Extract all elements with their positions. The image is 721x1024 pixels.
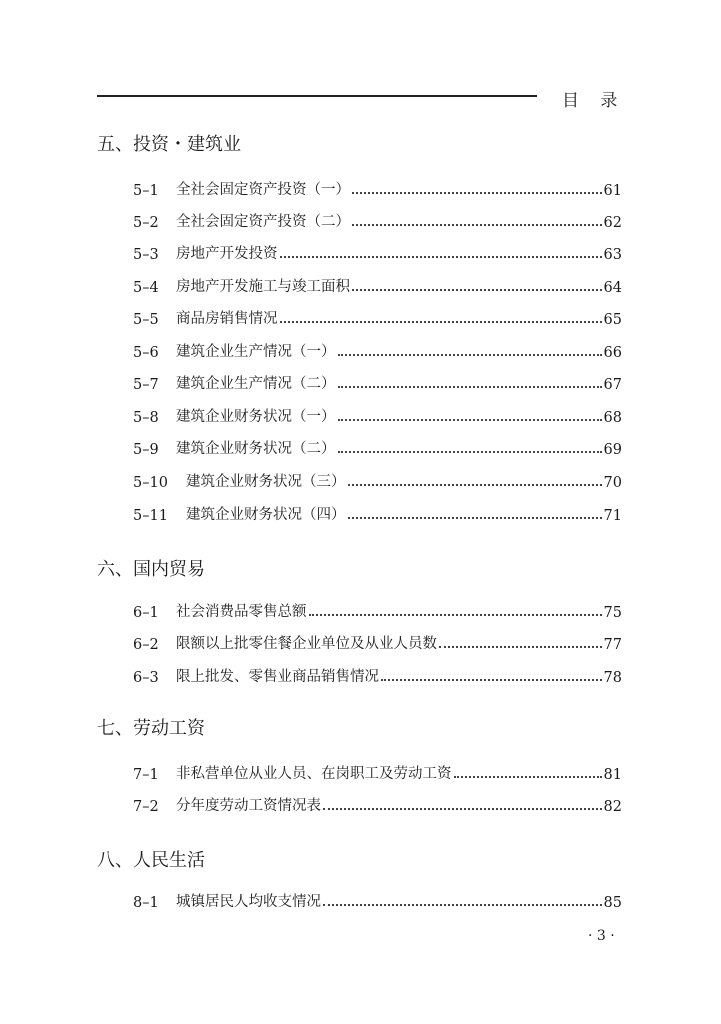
dot-leader bbox=[280, 321, 602, 323]
dot-leader bbox=[323, 904, 602, 906]
dot-leader bbox=[352, 192, 602, 194]
entry-page: 68 bbox=[603, 410, 622, 426]
dot-leader bbox=[381, 679, 602, 681]
entry-page: 81 bbox=[603, 767, 622, 783]
entry-page: 85 bbox=[603, 895, 622, 911]
entry-page: 63 bbox=[603, 247, 622, 263]
entry-number: 5–7 bbox=[133, 377, 159, 393]
section-heading: 八、人民生活 bbox=[97, 850, 205, 871]
entry-page: 82 bbox=[603, 799, 622, 815]
dot-leader bbox=[454, 776, 602, 778]
dot-leader bbox=[439, 646, 602, 648]
toc-entry[interactable] bbox=[133, 306, 622, 328]
toc-entry[interactable] bbox=[133, 371, 622, 393]
toc-entry[interactable] bbox=[133, 502, 622, 524]
entry-page: 75 bbox=[603, 605, 622, 621]
dot-leader bbox=[338, 354, 602, 356]
entry-number: 5–11 bbox=[133, 508, 168, 524]
toc-entry[interactable] bbox=[133, 339, 622, 361]
toc-entry[interactable] bbox=[133, 761, 622, 783]
running-header: 目 录 bbox=[562, 91, 626, 111]
entry-title: 全社会固定资产投资（二） bbox=[176, 214, 350, 230]
toc-entry[interactable] bbox=[133, 889, 622, 911]
entry-title: 建筑企业生产情况（一） bbox=[176, 344, 336, 360]
entry-number: 8–1 bbox=[133, 895, 159, 911]
entry-title: 城镇居民人均收支情况 bbox=[176, 894, 321, 910]
header-rule bbox=[97, 95, 537, 97]
entry-page: 70 bbox=[603, 475, 622, 491]
toc-entry[interactable] bbox=[133, 469, 622, 491]
dot-leader bbox=[338, 419, 602, 421]
entry-number: 5–4 bbox=[133, 280, 159, 296]
toc-entry[interactable] bbox=[133, 599, 622, 621]
entry-number: 5–9 bbox=[133, 442, 159, 458]
entry-page: 62 bbox=[603, 215, 622, 231]
entry-page: 69 bbox=[603, 442, 622, 458]
entry-number: 5–5 bbox=[133, 312, 159, 328]
entry-title: 非私营单位从业人员、在岗职工及劳动工资 bbox=[176, 766, 452, 782]
entry-page: 77 bbox=[603, 637, 622, 653]
page-number: · 3 · bbox=[588, 928, 615, 944]
entry-page: 78 bbox=[603, 670, 622, 686]
entry-title: 分年度劳动工资情况表 bbox=[176, 798, 321, 814]
entry-page: 65 bbox=[603, 312, 622, 328]
dot-leader bbox=[280, 256, 602, 258]
entry-number: 5–3 bbox=[133, 247, 159, 263]
toc-entry[interactable] bbox=[133, 209, 622, 231]
toc-entry[interactable] bbox=[133, 404, 622, 426]
entry-title: 全社会固定资产投资（一） bbox=[176, 182, 350, 198]
toc-entry[interactable] bbox=[133, 631, 622, 653]
entry-page: 61 bbox=[603, 183, 622, 199]
entry-number: 6–2 bbox=[133, 637, 159, 653]
entry-title: 社会消费品零售总额 bbox=[176, 604, 307, 620]
entry-title: 建筑企业财务状况（四） bbox=[186, 507, 346, 523]
entry-number: 5–2 bbox=[133, 215, 159, 231]
toc-entry[interactable] bbox=[133, 241, 622, 263]
entry-title: 建筑企业财务状况（一） bbox=[176, 409, 336, 425]
section-heading: 五、投资・建筑业 bbox=[97, 134, 241, 155]
toc-entry[interactable] bbox=[133, 274, 622, 296]
entry-number: 5–10 bbox=[133, 475, 168, 491]
dot-leader bbox=[323, 808, 602, 810]
entry-title: 房地产开发投资 bbox=[176, 246, 278, 262]
toc-entry[interactable] bbox=[133, 793, 622, 815]
entry-number: 5–8 bbox=[133, 410, 159, 426]
entry-number: 7–2 bbox=[133, 799, 159, 815]
dot-leader bbox=[352, 289, 602, 291]
dot-leader bbox=[348, 517, 602, 519]
section-heading: 七、劳动工资 bbox=[97, 718, 205, 739]
entry-title: 限额以上批零住餐企业单位及从业人员数 bbox=[176, 636, 437, 652]
entry-page: 67 bbox=[603, 377, 622, 393]
entry-page: 64 bbox=[603, 280, 622, 296]
section-heading: 六、国内贸易 bbox=[97, 559, 205, 580]
entry-title: 商品房销售情况 bbox=[176, 311, 278, 327]
entry-title: 建筑企业生产情况（二） bbox=[176, 376, 336, 392]
entry-number: 7–1 bbox=[133, 767, 159, 783]
entry-number: 6–1 bbox=[133, 605, 159, 621]
toc-entry[interactable] bbox=[133, 664, 622, 686]
entry-page: 71 bbox=[603, 508, 622, 524]
entry-title: 限上批发、零售业商品销售情况 bbox=[176, 669, 379, 685]
entry-page: 66 bbox=[603, 345, 622, 361]
dot-leader bbox=[352, 224, 602, 226]
entry-title: 房地产开发施工与竣工面积 bbox=[176, 279, 350, 295]
toc-entry[interactable] bbox=[133, 177, 622, 199]
dot-leader bbox=[348, 484, 602, 486]
toc-entry[interactable] bbox=[133, 436, 622, 458]
dot-leader bbox=[338, 451, 602, 453]
dot-leader bbox=[338, 386, 602, 388]
dot-leader bbox=[309, 614, 602, 616]
entry-number: 5–1 bbox=[133, 183, 159, 199]
entry-number: 5–6 bbox=[133, 345, 159, 361]
entry-title: 建筑企业财务状况（三） bbox=[186, 474, 346, 490]
entry-title: 建筑企业财务状况（二） bbox=[176, 441, 336, 457]
entry-number: 6–3 bbox=[133, 670, 159, 686]
